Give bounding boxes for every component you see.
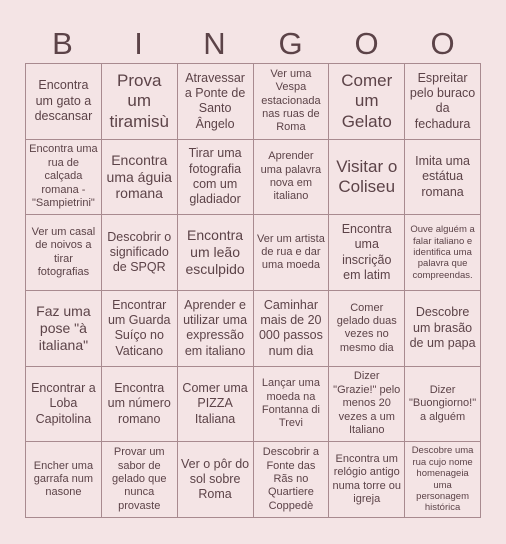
bingo-cell[interactable]: Encontra um leão esculpido: [178, 215, 254, 291]
bingo-cell[interactable]: Comer gelado duas vezes no mesmo dia: [329, 291, 405, 367]
bingo-cell[interactable]: Encontra um relógio antigo numa torre ou igreja: [329, 442, 405, 518]
bingo-cell[interactable]: Descobrir o significado de SPQR: [102, 215, 178, 291]
bingo-cell[interactable]: Descobre uma rua cujo nome homenageia uma personagem histórica: [405, 442, 481, 518]
header-letter-i: I: [134, 26, 144, 61]
bingo-cell[interactable]: Espreitar pelo buraco da fechadura: [405, 64, 481, 140]
bingo-cell[interactable]: Encher uma garrafa num nasone: [26, 442, 102, 518]
bingo-cell[interactable]: Encontra um número romano: [102, 367, 178, 443]
bingo-cell[interactable]: Prova um tiramisù: [102, 64, 178, 140]
bingo-cell[interactable]: Provar um sabor de gelado que nunca provaste: [102, 442, 178, 518]
bingo-cell[interactable]: Dizer "Grazie!" pelo menos 20 vezes a um Italiano: [329, 367, 405, 443]
bingo-cell[interactable]: Descobre um brasão de um papa: [405, 291, 481, 367]
header-letter-b: B: [52, 26, 74, 61]
bingo-cell[interactable]: Aprender uma palavra nova em italiano: [254, 140, 330, 216]
bingo-cell[interactable]: Atravessar a Ponte de Santo Ângelo: [178, 64, 254, 140]
bingo-cell[interactable]: Ver uma Vespa estacionada nas ruas de Roma: [254, 64, 330, 140]
bingo-header: [25, 26, 481, 62]
header-letter-o: O: [354, 26, 380, 61]
bingo-cell[interactable]: Lançar uma moeda na Fontanna di Trevi: [254, 367, 330, 443]
bingo-cell[interactable]: Descobrir a Fonte das Rãs no Quartiere Coppedè: [254, 442, 330, 518]
bingo-cell[interactable]: Caminhar mais de 20 000 passos num dia: [254, 291, 330, 367]
bingo-cell[interactable]: Encontra uma rua de calçada romana - "Sampietrini": [26, 140, 102, 216]
bingo-cell[interactable]: Ver um casal de noivos a tirar fotografias: [26, 215, 102, 291]
bingo-cell[interactable]: Encontrar um Guarda Suíço no Vaticano: [102, 291, 178, 367]
bingo-cell[interactable]: Tirar uma fotografia com um gladiador: [178, 140, 254, 216]
bingo-cell[interactable]: Visitar o Coliseu: [329, 140, 405, 216]
header-letter-o-2: O: [430, 26, 456, 61]
bingo-cell[interactable]: Dizer "Buongiorno!" a alguém: [405, 367, 481, 443]
bingo-cell[interactable]: Faz uma pose "à italiana": [26, 291, 102, 367]
bingo-cell[interactable]: Ver um artista de rua e dar uma moeda: [254, 215, 330, 291]
bingo-cell[interactable]: Ver o pôr do sol sobre Roma: [178, 442, 254, 518]
bingo-cell[interactable]: Encontrar a Loba Capitolina: [26, 367, 102, 443]
bingo-grid: [25, 63, 481, 518]
bingo-cell[interactable]: Ouve alguém a falar italiano e identifica uma palavra que compreendas.: [405, 215, 481, 291]
bingo-cell[interactable]: Encontra uma águia romana: [102, 140, 178, 216]
bingo-cell[interactable]: Comer uma PIZZA Italiana: [178, 367, 254, 443]
bingo-cell[interactable]: Imita uma estátua romana: [405, 140, 481, 216]
header-letter-g: G: [278, 26, 304, 61]
bingo-cell[interactable]: Encontra uma inscrição em latim: [329, 215, 405, 291]
header-letter-n: N: [203, 26, 227, 61]
bingo-cell[interactable]: Aprender e utilizar uma expressão em italiano: [178, 291, 254, 367]
bingo-cell[interactable]: Comer um Gelato: [329, 64, 405, 140]
bingo-cell[interactable]: Encontra um gato a descansar: [26, 64, 102, 140]
